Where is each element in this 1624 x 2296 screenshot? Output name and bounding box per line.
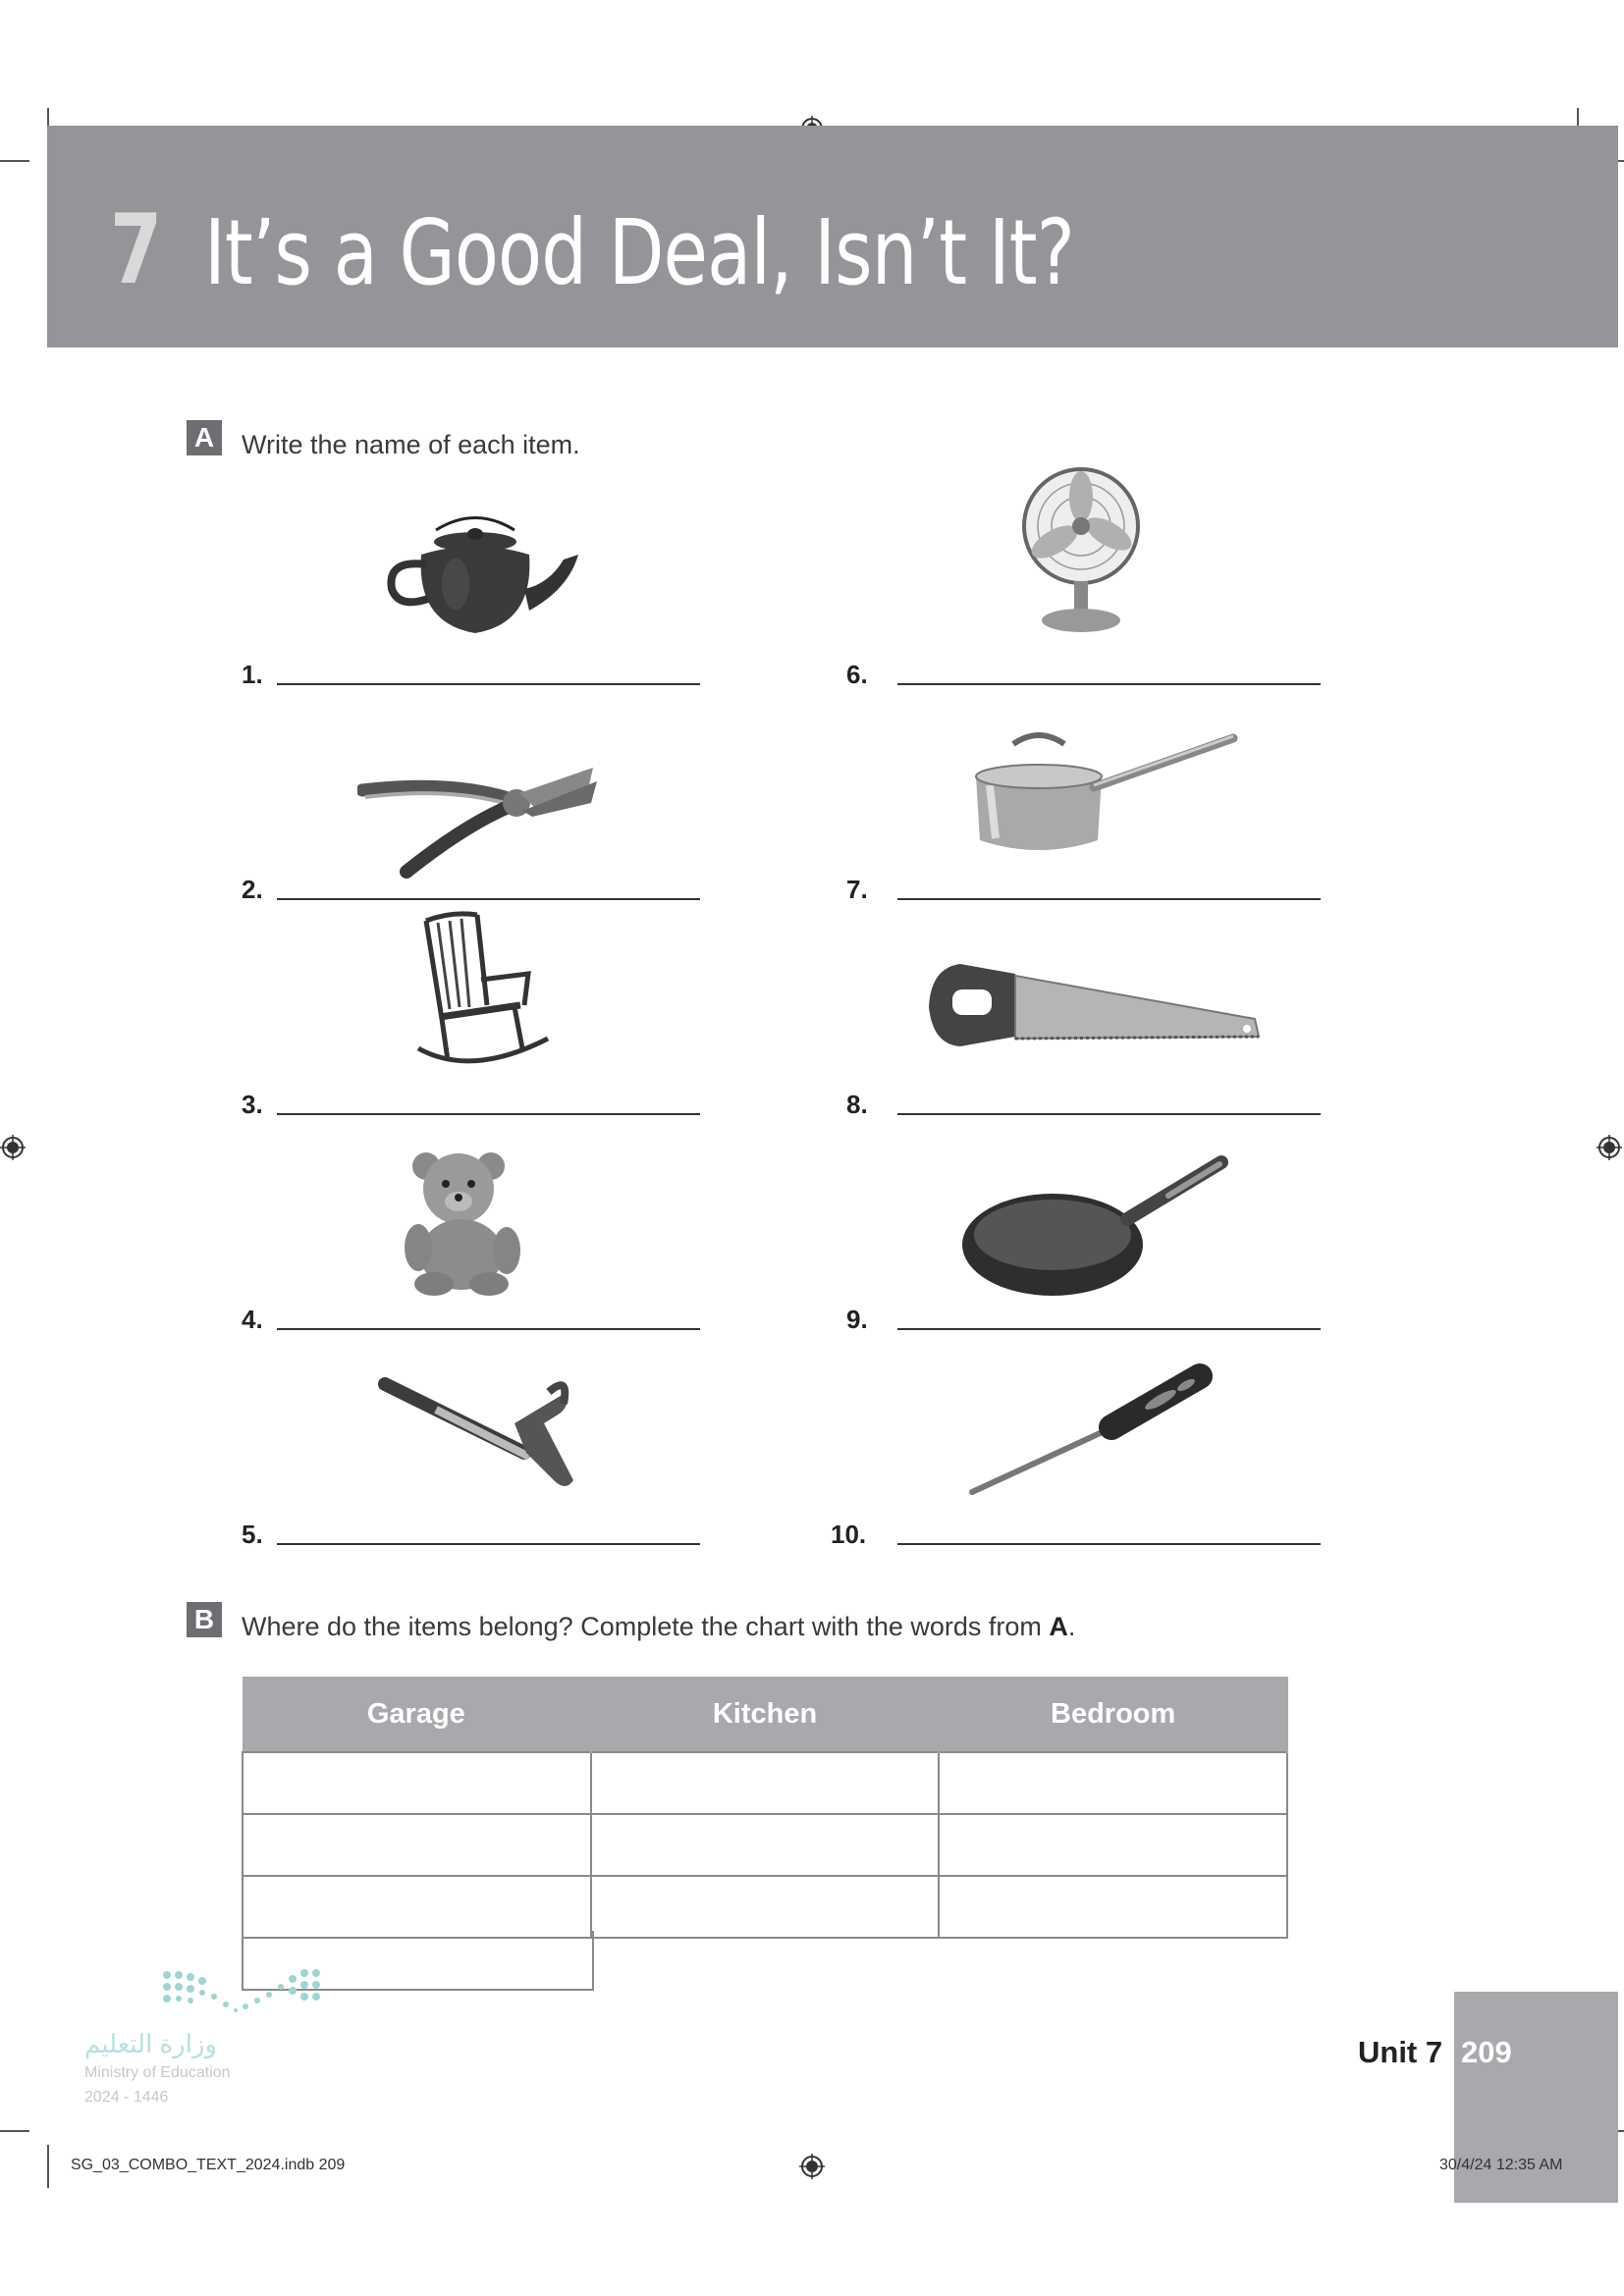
instruction-text: Where do the items belong? Complete the chart with the words from xyxy=(242,1612,1050,1641)
section-b-badge: B xyxy=(187,1602,222,1637)
answer-line[interactable] xyxy=(277,1113,700,1115)
answer-line[interactable] xyxy=(277,1328,700,1330)
answer-line[interactable] xyxy=(897,1543,1321,1545)
print-date: 30/4/24 12:35 AM xyxy=(1439,2157,1563,2173)
frying-pan-image xyxy=(958,1150,1243,1308)
instruction-suffix: . xyxy=(1067,1612,1076,1641)
answer-line[interactable] xyxy=(897,683,1321,685)
teapot-image xyxy=(367,501,593,638)
section-b-instruction xyxy=(242,1612,1075,1642)
answer-line[interactable] xyxy=(277,1543,700,1545)
answer-line[interactable] xyxy=(277,683,700,685)
chart-header-garage: Garage xyxy=(243,1677,591,1752)
item-number: 1. xyxy=(242,660,263,689)
chart-cell[interactable] xyxy=(939,1752,1287,1814)
chart-row xyxy=(243,1876,1287,1938)
chart-cell[interactable] xyxy=(243,1752,591,1814)
item-number: 5. xyxy=(242,1520,263,1549)
saw-image xyxy=(921,958,1267,1056)
sorting-chart xyxy=(242,1677,1288,1939)
crop-mark xyxy=(0,160,29,162)
section-a-badge: A xyxy=(187,420,222,455)
item-number: 10. xyxy=(831,1520,867,1549)
item-number: 6. xyxy=(846,660,868,689)
answer-line[interactable] xyxy=(897,1113,1321,1115)
crop-mark xyxy=(47,2145,49,2188)
crop-mark xyxy=(0,2130,29,2132)
answer-line[interactable] xyxy=(277,898,700,900)
unit-label: Unit 7 xyxy=(1358,2035,1443,2069)
chart-cell[interactable] xyxy=(243,1814,591,1876)
chart-header-kitchen: Kitchen xyxy=(591,1677,940,1752)
section-a-instruction: Write the name of each item. xyxy=(242,430,580,459)
screwdriver-image xyxy=(964,1359,1219,1500)
pliers-image xyxy=(357,746,603,879)
teddy-bear-image xyxy=(397,1145,534,1297)
answer-line[interactable] xyxy=(897,1328,1321,1330)
ministry-arabic: وزارة التعليم xyxy=(84,2029,218,2058)
saucepan-image xyxy=(956,722,1241,860)
registration-mark-icon xyxy=(1597,1135,1622,1160)
ministry-english: Ministry of Education xyxy=(84,2064,231,2081)
item-number: 3. xyxy=(242,1090,263,1119)
file-slug: SG_03_COMBO_TEXT_2024.indb 209 xyxy=(71,2157,346,2173)
electric-fan-image xyxy=(1017,465,1145,637)
hammer-image xyxy=(377,1364,583,1497)
answer-line[interactable] xyxy=(897,898,1321,900)
chart-cell[interactable] xyxy=(591,1814,940,1876)
unit-number: 7 xyxy=(110,194,161,306)
chart-row xyxy=(243,1814,1287,1876)
registration-mark-icon xyxy=(0,1135,26,1160)
instruction-ref: A xyxy=(1049,1612,1068,1641)
chart-cell[interactable] xyxy=(591,1876,940,1938)
chart-header-row xyxy=(243,1677,1287,1752)
page-number: 209 xyxy=(1461,2035,1512,2069)
title-banner xyxy=(47,126,1618,347)
chart-cell[interactable] xyxy=(939,1876,1287,1938)
chart-cell[interactable] xyxy=(591,1752,940,1814)
chart-row xyxy=(243,1752,1287,1814)
item-number: 2. xyxy=(242,875,263,904)
page-title: It’s a Good Deal, Isn’t It? xyxy=(204,200,1075,305)
ministry-year: 2024 - 1446 xyxy=(84,2089,169,2106)
item-number: 4. xyxy=(242,1305,263,1334)
chart-cell[interactable] xyxy=(939,1814,1287,1876)
item-number: 7. xyxy=(846,875,868,904)
ministry-logo-icon xyxy=(157,1965,324,2024)
item-number: 8. xyxy=(846,1090,868,1119)
chart-header-bedroom: Bedroom xyxy=(939,1677,1287,1752)
chart-cell[interactable] xyxy=(243,1876,591,1938)
rocking-chair-image xyxy=(412,911,550,1076)
registration-mark-icon xyxy=(799,2154,825,2179)
item-number: 9. xyxy=(846,1305,868,1334)
